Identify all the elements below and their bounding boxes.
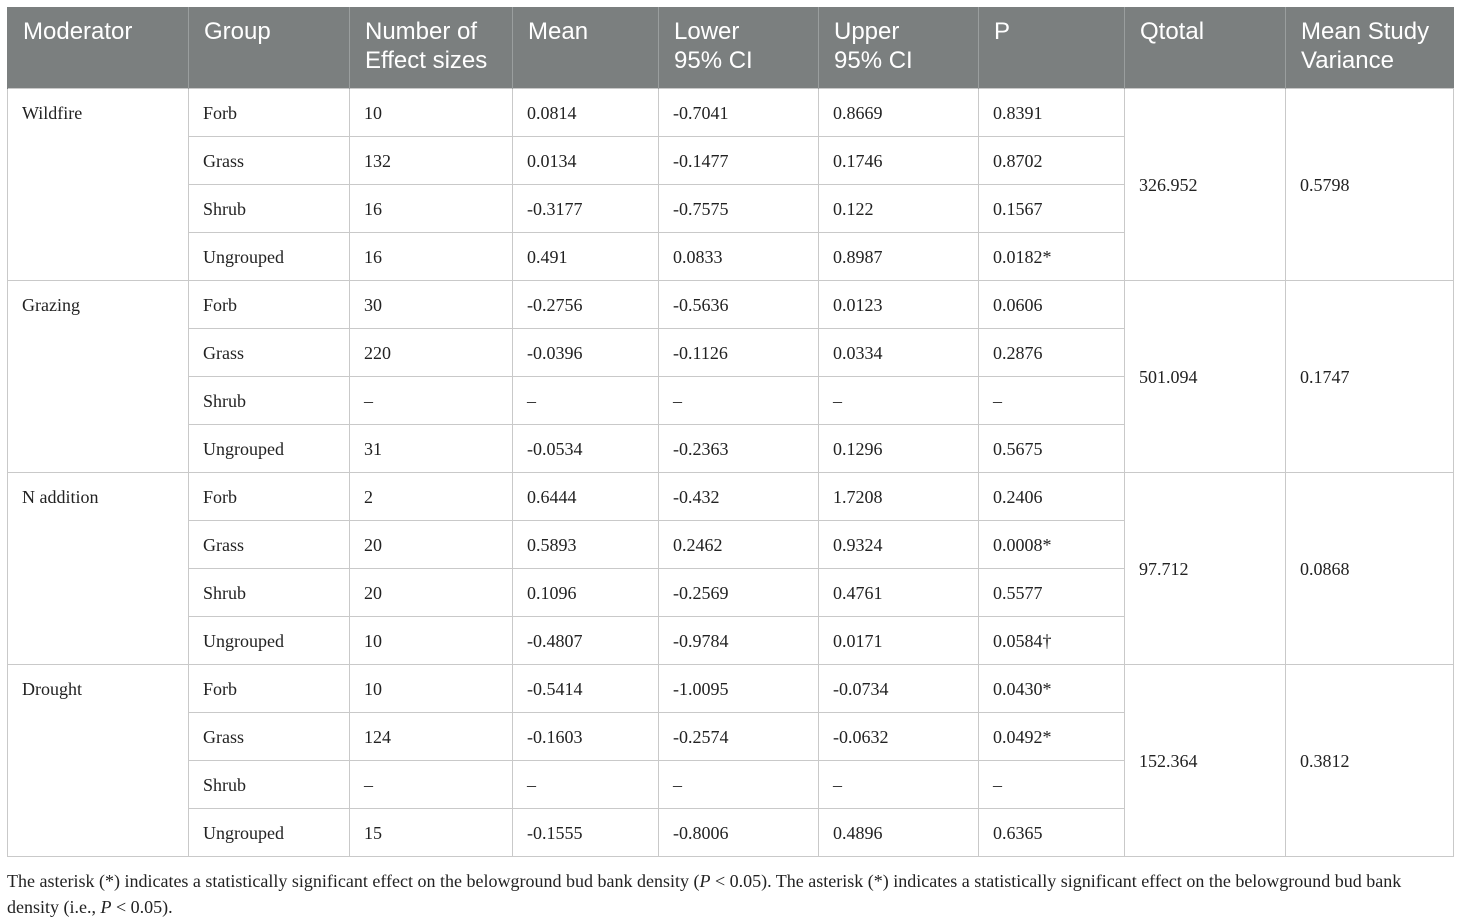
- upper-ci-cell: 0.9324: [819, 521, 979, 569]
- header-upper-ci: [819, 7, 979, 89]
- group-cell: Ungrouped: [189, 617, 350, 665]
- group-cell: Grass: [189, 329, 350, 377]
- effect-sizes-cell: –: [350, 377, 513, 425]
- upper-ci-cell: 1.7208: [819, 473, 979, 521]
- lower-ci-cell: -0.7041: [659, 89, 819, 137]
- p-value-cell: 0.0584†: [979, 617, 1125, 665]
- moderator-cell: Wildfire: [8, 89, 189, 281]
- lower-ci-cell: -0.1126: [659, 329, 819, 377]
- mean-cell: -0.4807: [513, 617, 659, 665]
- header-qtotal: [1125, 7, 1286, 89]
- mean-cell: -0.5414: [513, 665, 659, 713]
- effect-sizes-cell: 124: [350, 713, 513, 761]
- lower-ci-cell: -0.2569: [659, 569, 819, 617]
- group-cell: Shrub: [189, 377, 350, 425]
- mean-cell: 0.0814: [513, 89, 659, 137]
- effect-sizes-cell: 10: [350, 617, 513, 665]
- group-cell: Shrub: [189, 761, 350, 809]
- header-group-line: Group: [204, 18, 271, 45]
- table-header: [8, 7, 1454, 89]
- moderator-cell: Grazing: [8, 281, 189, 473]
- results-table-container: [7, 7, 1453, 857]
- p-value-cell: 0.0008*: [979, 521, 1125, 569]
- qtotal-cell: 326.952: [1125, 89, 1286, 281]
- upper-ci-cell: 0.4761: [819, 569, 979, 617]
- mean-cell: –: [513, 377, 659, 425]
- header-upper-ci-line: 95% CI: [834, 47, 913, 74]
- mean-study-variance-cell: 0.3812: [1286, 665, 1454, 857]
- p-value-cell: 0.5675: [979, 425, 1125, 473]
- group-cell: Ungrouped: [189, 809, 350, 857]
- group-cell: Shrub: [189, 185, 350, 233]
- table-row: [8, 665, 1454, 713]
- moderator-cell: Drought: [8, 665, 189, 857]
- upper-ci-cell: 0.0171: [819, 617, 979, 665]
- p-value-cell: 0.1567: [979, 185, 1125, 233]
- group-cell: Forb: [189, 281, 350, 329]
- p-value-cell: 0.2876: [979, 329, 1125, 377]
- p-value-cell: 0.0606: [979, 281, 1125, 329]
- footnote-p-symbol-2: P: [100, 897, 112, 917]
- p-value-cell: 0.8702: [979, 137, 1125, 185]
- lower-ci-cell: 0.2462: [659, 521, 819, 569]
- mean-study-variance-cell: 0.5798: [1286, 89, 1454, 281]
- upper-ci-cell: -0.0734: [819, 665, 979, 713]
- header-moderator: [8, 7, 189, 89]
- lower-ci-cell: -0.1477: [659, 137, 819, 185]
- header-group: [189, 7, 350, 89]
- upper-ci-cell: -0.0632: [819, 713, 979, 761]
- mean-cell: -0.2756: [513, 281, 659, 329]
- effect-sizes-cell: 220: [350, 329, 513, 377]
- header-lower-ci: [659, 7, 819, 89]
- effect-sizes-cell: 16: [350, 185, 513, 233]
- header-effect-sizes-line: Effect sizes: [365, 47, 488, 74]
- upper-ci-cell: 0.0334: [819, 329, 979, 377]
- mean-cell: 0.1096: [513, 569, 659, 617]
- p-value-cell: 0.0182*: [979, 233, 1125, 281]
- header-moderator-line: Moderator: [23, 18, 133, 45]
- group-cell: Shrub: [189, 569, 350, 617]
- effect-sizes-cell: 132: [350, 137, 513, 185]
- table-footnote: [7, 868, 1457, 920]
- qtotal-cell: 152.364: [1125, 665, 1286, 857]
- effect-sizes-cell: 2: [350, 473, 513, 521]
- effect-sizes-cell: 30: [350, 281, 513, 329]
- header-lower-ci-line: 95% CI: [674, 47, 753, 74]
- mean-cell: -0.1555: [513, 809, 659, 857]
- header-effect-sizes: [350, 7, 513, 89]
- effect-sizes-cell: 20: [350, 521, 513, 569]
- p-value-cell: –: [979, 761, 1125, 809]
- group-cell: Grass: [189, 713, 350, 761]
- mean-cell: -0.0396: [513, 329, 659, 377]
- mean-cell: -0.3177: [513, 185, 659, 233]
- table-row: [8, 281, 1454, 329]
- upper-ci-cell: –: [819, 761, 979, 809]
- mean-cell: 0.0134: [513, 137, 659, 185]
- header-row: [8, 7, 1454, 89]
- footnote-text-2: < 0.05). The asterisk (*) indicates a statistically significant effect on the belowground bud bank density (i.e.,: [7, 871, 1402, 917]
- upper-ci-cell: –: [819, 377, 979, 425]
- group-cell: Grass: [189, 137, 350, 185]
- p-value-cell: 0.8391: [979, 89, 1125, 137]
- header-p-value-line: P: [994, 18, 1011, 45]
- effect-sizes-cell: 15: [350, 809, 513, 857]
- effect-sizes-cell: 10: [350, 665, 513, 713]
- upper-ci-cell: 0.8669: [819, 89, 979, 137]
- lower-ci-cell: -0.8006: [659, 809, 819, 857]
- lower-ci-cell: -0.7575: [659, 185, 819, 233]
- moderator-cell: N addition: [8, 473, 189, 665]
- mean-cell: -0.0534: [513, 425, 659, 473]
- group-cell: Ungrouped: [189, 233, 350, 281]
- lower-ci-cell: -0.432: [659, 473, 819, 521]
- effect-sizes-cell: 31: [350, 425, 513, 473]
- table-body: [8, 89, 1454, 857]
- header-lower-ci-line: Lower: [674, 18, 740, 45]
- header-qtotal-line: Qtotal: [1140, 18, 1205, 45]
- lower-ci-cell: -0.2574: [659, 713, 819, 761]
- upper-ci-cell: 0.122: [819, 185, 979, 233]
- lower-ci-cell: -0.9784: [659, 617, 819, 665]
- table-row: [8, 89, 1454, 137]
- qtotal-cell: 501.094: [1125, 281, 1286, 473]
- effect-sizes-cell: –: [350, 761, 513, 809]
- upper-ci-cell: 0.1296: [819, 425, 979, 473]
- mean-cell: 0.5893: [513, 521, 659, 569]
- p-value-cell: 0.6365: [979, 809, 1125, 857]
- footnote-text-1: The asterisk (*) indicates a statistically significant effect on the belowground bud bank density (: [7, 871, 700, 891]
- effect-sizes-cell: 16: [350, 233, 513, 281]
- moderator-results-table: [7, 7, 1454, 857]
- header-effect-sizes-line: Number of: [365, 18, 478, 45]
- header-mean-line: Mean: [528, 18, 589, 45]
- group-cell: Forb: [189, 473, 350, 521]
- lower-ci-cell: -0.5636: [659, 281, 819, 329]
- effect-sizes-cell: 10: [350, 89, 513, 137]
- lower-ci-cell: 0.0833: [659, 233, 819, 281]
- mean-study-variance-cell: 0.0868: [1286, 473, 1454, 665]
- upper-ci-cell: 0.1746: [819, 137, 979, 185]
- header-mean: [513, 7, 659, 89]
- lower-ci-cell: –: [659, 761, 819, 809]
- p-value-cell: 0.5577: [979, 569, 1125, 617]
- group-cell: Grass: [189, 521, 350, 569]
- p-value-cell: –: [979, 377, 1125, 425]
- footnote-text-3: < 0.05).: [111, 897, 173, 917]
- p-value-cell: 0.0492*: [979, 713, 1125, 761]
- effect-sizes-cell: 20: [350, 569, 513, 617]
- upper-ci-cell: 0.8987: [819, 233, 979, 281]
- p-value-cell: 0.0430*: [979, 665, 1125, 713]
- lower-ci-cell: -0.2363: [659, 425, 819, 473]
- p-value-cell: 0.2406: [979, 473, 1125, 521]
- mean-cell: 0.491: [513, 233, 659, 281]
- qtotal-cell: 97.712: [1125, 473, 1286, 665]
- group-cell: Ungrouped: [189, 425, 350, 473]
- mean-cell: -0.1603: [513, 713, 659, 761]
- upper-ci-cell: 0.0123: [819, 281, 979, 329]
- header-mean-study-variance: [1286, 7, 1454, 89]
- group-cell: Forb: [189, 665, 350, 713]
- table-row: [8, 473, 1454, 521]
- header-mean-study-variance-line: Variance: [1301, 47, 1394, 74]
- mean-cell: 0.6444: [513, 473, 659, 521]
- lower-ci-cell: -1.0095: [659, 665, 819, 713]
- upper-ci-cell: 0.4896: [819, 809, 979, 857]
- header-mean-study-variance-line: Mean Study: [1301, 18, 1430, 45]
- mean-cell: –: [513, 761, 659, 809]
- header-upper-ci-line: Upper: [834, 18, 900, 45]
- header-p-value: [979, 7, 1125, 89]
- lower-ci-cell: –: [659, 377, 819, 425]
- footnote-p-symbol-1: P: [699, 871, 711, 891]
- mean-study-variance-cell: 0.1747: [1286, 281, 1454, 473]
- group-cell: Forb: [189, 89, 350, 137]
